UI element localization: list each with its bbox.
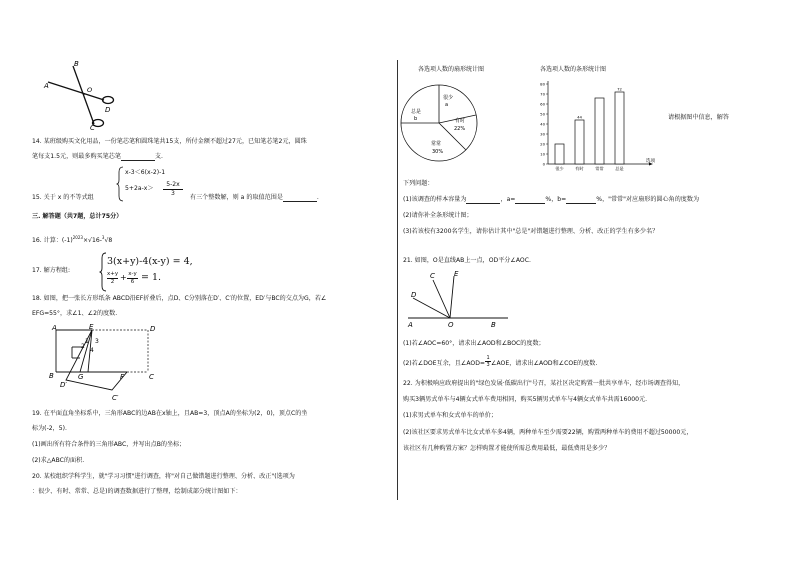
q16-exponent: 2023 (72, 235, 83, 240)
pie-label-always: 总是 (411, 109, 422, 115)
fold-label-g: G (78, 373, 84, 381)
b-blank[interactable] (566, 203, 596, 204)
a-blank[interactable] (515, 203, 545, 204)
q19-line2: 标为(-2，5). (32, 425, 67, 432)
pie-label-often: 常常 (431, 141, 442, 147)
q17-equation-1: 3(x+y)-4(x-y) = 4, (107, 256, 193, 267)
fold-label-f: F (120, 373, 125, 381)
q18-line2: EFG=55°，求∠1、∠2的度数. (32, 310, 118, 317)
pie-value-often: 30% (432, 149, 444, 155)
angle-label-a: A (408, 321, 413, 329)
handle-d (103, 97, 114, 104)
pie-label-sometimes: 有时 (455, 118, 466, 124)
y-tick-label: 70 (540, 91, 545, 97)
bar-3 (615, 92, 624, 164)
pie-title: 各选项人数的扇形统计图 (418, 66, 485, 73)
q16-expr-b: ×√16- (82, 237, 102, 245)
x-tick-label: 很少 (555, 166, 564, 171)
q17-frac2-den: 6 (130, 279, 135, 285)
y-tick-label: 20 (540, 141, 545, 147)
y-tick-label: 80 (540, 81, 545, 87)
pie-value-always: b (414, 116, 418, 122)
y-tick-label: 60 (540, 101, 545, 107)
chart-note: 请根据图中信息，解答 (668, 114, 729, 121)
x-tick-label: 有时 (575, 166, 584, 171)
q15-brace (116, 166, 124, 202)
q17-brace (99, 252, 107, 292)
y-tick-label: 50 (540, 111, 545, 117)
q17-frac1-den: 2 (110, 279, 115, 285)
pie-value-rarely: a (445, 102, 449, 108)
scissors-label-o: O (87, 86, 93, 94)
q21-frac-den: 3 (486, 362, 490, 368)
q14-line2 (32, 153, 163, 161)
fold-label-d-prime: D′ (60, 381, 67, 389)
q15-inequality-2-left: 5+2a-x＞ (125, 185, 154, 192)
angle-figure (403, 268, 513, 333)
q20b-p1b: ，a= (500, 196, 516, 203)
q16-root-body: √8 (104, 237, 113, 245)
q15-tail (190, 194, 319, 202)
q15-answer-blank[interactable] (283, 201, 317, 202)
q22-part1: (1)求男式单车和女式单车的单价； (403, 412, 497, 419)
fold-label-d: D (150, 325, 156, 333)
fold-label-e: E (89, 323, 94, 331)
q22-part2-line1: (2)该社区要求男式单车比女式单车多4辆，两种单车至少需要22辆，购置两种单车的费用不超过50000元， (403, 429, 693, 436)
x-tick-label: 总是 (615, 166, 624, 171)
fold-angle-1: 1 (85, 338, 89, 345)
q20-line1: 20. 某校组织学科学生，就"学习习惯"进行调查，将"对自己做错题进行整理、分析、改正"(选项为 (32, 473, 295, 480)
q22-line2: 购买3辆男式单车与4辆女式单车费用相同，购买5辆男式单车与4辆女式单车共需16000元. (403, 396, 648, 403)
pie-label-rarely: 很少 (443, 95, 454, 101)
fold-angle-4: 4 (90, 347, 94, 354)
q16 (32, 234, 112, 245)
fold-label-c: C (149, 373, 154, 381)
blade-a-to-d (48, 82, 104, 100)
fold-label-c-prime: C′ (112, 394, 119, 402)
q17-frac1-num: x+y (107, 271, 119, 277)
q19-part2: (2)求△ABC的面积. (32, 457, 85, 464)
q17-plus: + (120, 273, 127, 282)
fold-label-b: B (49, 372, 54, 380)
q19-part1: (1)画出所有符合条件的三角形ABC，并写出点B的坐标； (32, 441, 186, 448)
bar-chart (536, 78, 666, 170)
angle-label-e: E (454, 270, 459, 278)
y-tick-label: 10 (540, 151, 545, 157)
sample-size-blank[interactable] (466, 203, 500, 204)
q14-unit: 支. (154, 153, 163, 160)
bar-1 (575, 120, 584, 164)
fold-label-a: A (52, 324, 57, 332)
scissors-figure (40, 58, 130, 133)
q15-fraction-numerator: 5-2x (163, 181, 183, 190)
q15-end: . (316, 194, 319, 201)
section3-heading: 三. 解答题（共7题，总计75分） (32, 213, 123, 220)
angle-label-o: O (448, 321, 454, 329)
blade-b-to-c (73, 66, 94, 124)
q20b-part3: (3)若该校有3200名学生，请你估计其中"总是"对错题进行整理、分析、改正的学生有多少名？ (403, 228, 659, 235)
scissors-label-d: D (105, 106, 111, 114)
y-tick-label: 30 (540, 131, 545, 137)
q19-line1: 19. 在平面直角坐标系中，三角形ABC的边AB在x轴上，且AB=3，顶点A的坐标为(2，0)，顶点C的坐 (32, 410, 308, 417)
angle-label-d: D (411, 291, 417, 299)
q20b-p1c: %，b= (545, 196, 567, 203)
bar-2 (595, 98, 604, 164)
q14-answer-blank[interactable] (121, 160, 155, 161)
scissors-label-a: A (44, 82, 49, 90)
q21-part2 (403, 355, 598, 368)
y-tick-label: 40 (540, 121, 545, 127)
x-tick-label: 常常 (595, 166, 604, 171)
q17-frac2-num: x-y (128, 271, 137, 277)
q16-label: 16. 计算： (32, 237, 62, 245)
angle-label-b: B (491, 321, 496, 329)
q20b-part2: (2)请你补全条形统计图； (403, 212, 473, 219)
bar-title: 各选项人数的条形统计图 (540, 66, 607, 73)
q17-label: 17. 解方程组: (32, 267, 71, 274)
scissors-label-c: C (90, 124, 95, 132)
q17-equals: = 1. (141, 272, 162, 283)
pie-chart (399, 83, 479, 163)
q16-expr-a: (-1) (61, 237, 73, 245)
q15-tail-text: 有三个整数解，则 a 的取值范围是 (190, 194, 283, 201)
q20b-intro: 下列问题： (403, 180, 434, 187)
q15-inequality-1: x-3＜6(x-2)-1 (125, 169, 166, 176)
q14-line1: 14. 某班级购买文化用品，一份笔芯笔和圆珠笔共15支，所付金额不超过27元，已知笔芯笔2元，圆珠 (32, 138, 307, 145)
q21-frac-num: 1 (486, 355, 490, 361)
q16-root-index: 3 (101, 235, 105, 240)
q20-line2: ：很少、有时、常常、总是)的调查数据进行了整理，绘制成部分统计图如下： (32, 488, 242, 495)
q20b-part1 (403, 196, 699, 204)
pie-value-sometimes: 22% (454, 126, 466, 132)
fold-angle-3: 3 (95, 338, 99, 345)
q21-p2a: (2)若∠DOE互余，且∠AOD= (403, 360, 486, 367)
q22-part2-line2: 该社区有几种购置方案？怎样购置才能使所需总费用最低，最低费用是多少？ (403, 445, 611, 452)
q21-p2b: ∠AOE，请求出∠AOD和∠COE的度数. (491, 360, 598, 367)
q20b-p1a: (1)该调查的样本容量为 (403, 196, 467, 203)
bar-data-label: 72 (617, 86, 622, 92)
folding-figure (44, 320, 164, 410)
q21-part1: (1)若∠AOC=60°，请求出∠AOD和∠BOC的度数； (403, 340, 545, 347)
y-tick-label: 0 (542, 161, 545, 167)
q22-line1: 22. 为积极响应政府提出的"绿色发展·低碳出行"号召，某社区决定购置一批共享单车，经市场调查得知， (403, 380, 685, 387)
bar-x-label: 选项 (646, 159, 655, 164)
fold-angle-2: 2 (81, 343, 85, 350)
bar-0 (555, 144, 564, 164)
q15-fraction-denominator: 3 (171, 190, 175, 197)
q21-line1: 21. 如图，O是直线AB上一点，OD平分∠AOC. (403, 257, 531, 264)
column-divider (397, 60, 398, 500)
q18-line1: 18. 如图，把一张长方形纸条 ABCD沿EF折叠后，点D、C分别落在D′、C′的位置，ED′与BC的交点为G，若∠ (32, 295, 327, 302)
scissors-label-b: B (74, 60, 79, 68)
q14-text: 笔每支1.5元，则最多购买笔芯笔 (32, 153, 121, 160)
q20b-p1d: %，"常常"对应扇形的圆心角的度数为 (596, 196, 700, 203)
angle-label-c: C (430, 272, 435, 280)
bar-data-label: 44 (577, 114, 582, 120)
q15-intro: 15. 关于 x 的不等式组 (32, 194, 94, 201)
